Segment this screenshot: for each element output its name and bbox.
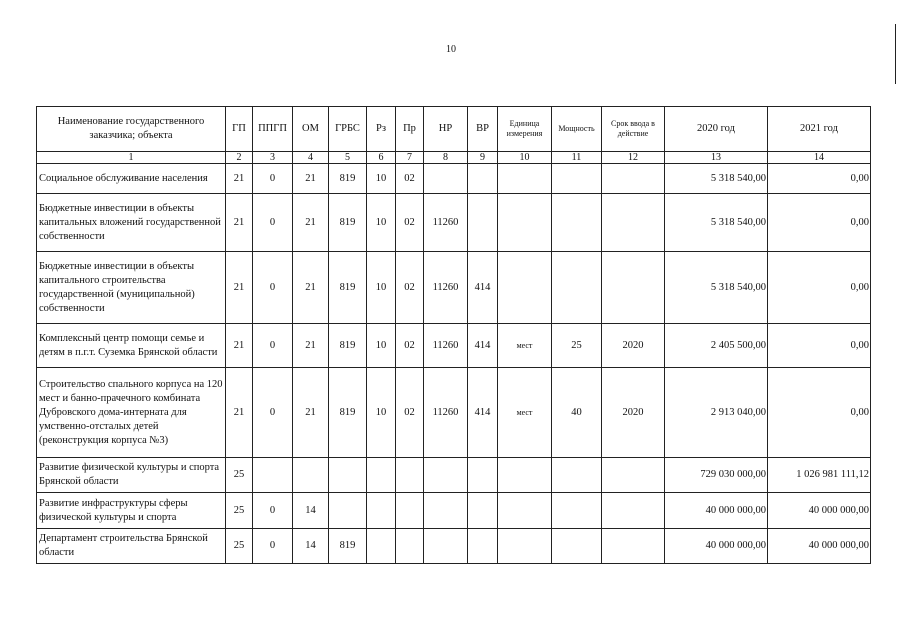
code-cell: 02: [396, 368, 424, 458]
column-number: 8: [424, 152, 468, 164]
header-cell: Мощность: [552, 107, 602, 152]
header-cell: 2020 год: [665, 107, 768, 152]
code-cell: 21: [293, 194, 329, 252]
code-cell: [498, 252, 552, 324]
object-name-cell: Комплексный центр помощи семье и детям в п.г.т. Суземка Брянской области: [37, 324, 226, 368]
code-cell: [498, 493, 552, 529]
amount-cell: 1 026 981 111,12: [768, 458, 871, 493]
table-row: [37, 458, 871, 493]
code-cell: 21: [293, 252, 329, 324]
amount-cell: 0,00: [768, 324, 871, 368]
code-cell: 21: [226, 252, 253, 324]
code-cell: [552, 194, 602, 252]
code-cell: 21: [226, 194, 253, 252]
header-cell: ГРБС: [329, 107, 367, 152]
column-number: 9: [468, 152, 498, 164]
amount-cell: 40 000 000,00: [665, 529, 768, 564]
code-cell: 02: [396, 164, 424, 194]
code-cell: 414: [468, 368, 498, 458]
header-cell: 2021 год: [768, 107, 871, 152]
code-cell: 25: [226, 458, 253, 493]
code-cell: 14: [293, 529, 329, 564]
object-name-cell: Бюджетные инвестиции в объекты капитальных вложений государственной собственности: [37, 194, 226, 252]
header-cell: Наименование государственного заказчика; объекта: [37, 107, 226, 152]
object-name-cell: Развитие инфраструктуры сферы физической культуры и спорта: [37, 493, 226, 529]
code-cell: 10: [367, 252, 396, 324]
code-cell: [602, 194, 665, 252]
code-cell: 2020: [602, 324, 665, 368]
code-cell: [552, 458, 602, 493]
code-cell: [424, 164, 468, 194]
code-cell: [396, 458, 424, 493]
amount-cell: 40 000 000,00: [768, 529, 871, 564]
column-number: 14: [768, 152, 871, 164]
code-cell: 819: [329, 368, 367, 458]
code-cell: [552, 493, 602, 529]
code-cell: 819: [329, 324, 367, 368]
header-cell: ВР: [468, 107, 498, 152]
amount-cell: 5 318 540,00: [665, 194, 768, 252]
code-cell: 10: [367, 368, 396, 458]
code-cell: [468, 458, 498, 493]
code-cell: 819: [329, 164, 367, 194]
amount-cell: 2 913 040,00: [665, 368, 768, 458]
code-cell: 414: [468, 252, 498, 324]
code-cell: [498, 164, 552, 194]
header-cell: Единица измерения: [498, 107, 552, 152]
column-number-row: [37, 152, 871, 164]
code-cell: 11260: [424, 368, 468, 458]
code-cell: [602, 493, 665, 529]
code-cell: [396, 529, 424, 564]
table-body: [37, 164, 871, 564]
code-cell: [329, 458, 367, 493]
table-row: [37, 493, 871, 529]
amount-cell: 0,00: [768, 164, 871, 194]
header-cell: ОМ: [293, 107, 329, 152]
code-cell: 21: [226, 368, 253, 458]
code-cell: [367, 458, 396, 493]
code-cell: [468, 164, 498, 194]
code-cell: 2020: [602, 368, 665, 458]
code-cell: [424, 493, 468, 529]
table-row: [37, 252, 871, 324]
amount-cell: 5 318 540,00: [665, 252, 768, 324]
header-cell: ГП: [226, 107, 253, 152]
code-cell: 21: [226, 164, 253, 194]
amount-cell: 40 000 000,00: [768, 493, 871, 529]
amount-cell: 2 405 500,00: [665, 324, 768, 368]
code-cell: [602, 252, 665, 324]
code-cell: 21: [293, 324, 329, 368]
code-cell: 0: [253, 324, 293, 368]
amount-cell: 0,00: [768, 194, 871, 252]
code-cell: 0: [253, 194, 293, 252]
table-row: [37, 194, 871, 252]
column-number: 2: [226, 152, 253, 164]
code-cell: 0: [253, 529, 293, 564]
code-cell: 0: [253, 493, 293, 529]
code-cell: [468, 493, 498, 529]
code-cell: 10: [367, 164, 396, 194]
column-number: 10: [498, 152, 552, 164]
object-name-cell: Социальное обслуживание населения: [37, 164, 226, 194]
code-cell: 11260: [424, 324, 468, 368]
code-cell: 11260: [424, 194, 468, 252]
code-cell: 25: [226, 529, 253, 564]
code-cell: 0: [253, 252, 293, 324]
code-cell: 819: [329, 529, 367, 564]
code-cell: 14: [293, 493, 329, 529]
object-name-cell: Строительство спального корпуса на 120 мест и банно-прачечного комбината Дубровского дома-интерната для умственно-отсталых детей (реконструкция корпуса №3): [37, 368, 226, 458]
code-cell: [293, 458, 329, 493]
amount-cell: 0,00: [768, 368, 871, 458]
code-cell: 02: [396, 324, 424, 368]
code-cell: [396, 493, 424, 529]
column-number: 11: [552, 152, 602, 164]
code-cell: [602, 529, 665, 564]
amount-cell: 40 000 000,00: [665, 493, 768, 529]
page-number: 10: [446, 44, 456, 55]
margin-rule: [895, 24, 896, 84]
column-number: 3: [253, 152, 293, 164]
code-cell: 414: [468, 324, 498, 368]
column-number: 5: [329, 152, 367, 164]
code-cell: 25: [552, 324, 602, 368]
object-name-cell: Развитие физической культуры и спорта Брянской области: [37, 458, 226, 493]
code-cell: 0: [253, 164, 293, 194]
code-cell: [552, 252, 602, 324]
code-cell: [424, 458, 468, 493]
table-row: [37, 164, 871, 194]
code-cell: [468, 194, 498, 252]
column-number: 6: [367, 152, 396, 164]
header-cell: Срок ввода в действие: [602, 107, 665, 152]
code-cell: мест: [498, 324, 552, 368]
amount-cell: 0,00: [768, 252, 871, 324]
code-cell: [253, 458, 293, 493]
code-cell: [498, 194, 552, 252]
object-name-cell: Департамент строительства Брянской области: [37, 529, 226, 564]
header-cell: Пр: [396, 107, 424, 152]
code-cell: [367, 493, 396, 529]
code-cell: [602, 458, 665, 493]
code-cell: 21: [226, 324, 253, 368]
amount-cell: 729 030 000,00: [665, 458, 768, 493]
code-cell: [552, 164, 602, 194]
code-cell: [498, 458, 552, 493]
column-number: 4: [293, 152, 329, 164]
code-cell: 10: [367, 194, 396, 252]
code-cell: 0: [253, 368, 293, 458]
header-cell: ППГП: [253, 107, 293, 152]
amount-cell: 5 318 540,00: [665, 164, 768, 194]
column-number: 7: [396, 152, 424, 164]
code-cell: мест: [498, 368, 552, 458]
code-cell: [329, 493, 367, 529]
code-cell: 819: [329, 252, 367, 324]
table-row: [37, 368, 871, 458]
code-cell: [498, 529, 552, 564]
code-cell: 21: [293, 164, 329, 194]
code-cell: 10: [367, 324, 396, 368]
code-cell: 02: [396, 252, 424, 324]
code-cell: 02: [396, 194, 424, 252]
table-row: [37, 324, 871, 368]
table-header-row: [37, 107, 871, 152]
code-cell: 25: [226, 493, 253, 529]
column-number: 13: [665, 152, 768, 164]
code-cell: 11260: [424, 252, 468, 324]
header-cell: НР: [424, 107, 468, 152]
column-number: 12: [602, 152, 665, 164]
code-cell: [602, 164, 665, 194]
column-number: 1: [37, 152, 226, 164]
code-cell: [367, 529, 396, 564]
budget-table: [36, 106, 871, 564]
code-cell: 21: [293, 368, 329, 458]
table-row: [37, 529, 871, 564]
code-cell: [468, 529, 498, 564]
code-cell: 40: [552, 368, 602, 458]
code-cell: 819: [329, 194, 367, 252]
code-cell: [552, 529, 602, 564]
header-cell: Рз: [367, 107, 396, 152]
code-cell: [424, 529, 468, 564]
object-name-cell: Бюджетные инвестиции в объекты капитального строительства государственной (муниципальной) собственности: [37, 252, 226, 324]
